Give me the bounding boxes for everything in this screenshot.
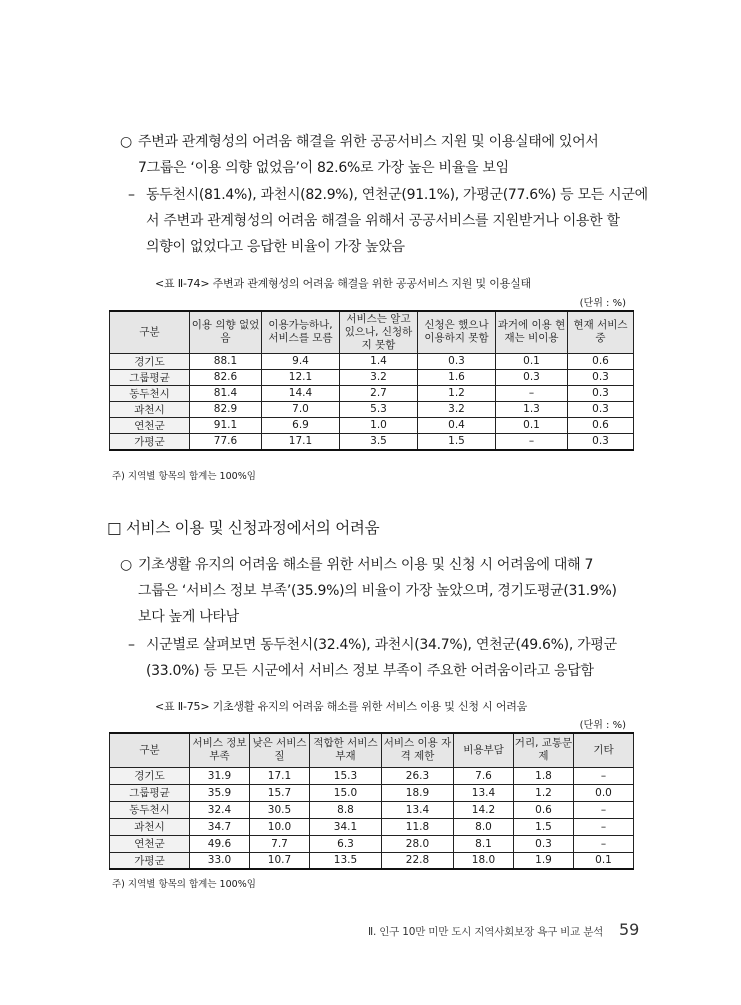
table-cell: 1.4 xyxy=(340,353,418,369)
table-header-cell: 이용가능하나, 서비스를 모름 xyxy=(262,311,340,353)
table-cell: 0.6 xyxy=(514,801,574,818)
table-cell: 30.5 xyxy=(250,801,310,818)
table-cell: 31.9 xyxy=(190,767,250,784)
table-cell: 연천군 xyxy=(110,835,190,852)
table-row xyxy=(110,385,634,401)
table-cell: 5.3 xyxy=(340,401,418,417)
table-cell: – xyxy=(574,835,634,852)
table-cell: 28.0 xyxy=(382,835,454,852)
table-cell: 17.1 xyxy=(262,433,340,450)
table-cell: 34.7 xyxy=(190,818,250,835)
table-header-cell: 낮은 서비스 질 xyxy=(250,733,310,767)
data-table xyxy=(109,732,634,870)
table-cell: 10.0 xyxy=(250,818,310,835)
table-cell: 49.6 xyxy=(190,835,250,852)
table-cell: 7.6 xyxy=(454,767,514,784)
table-cell: 0.1 xyxy=(496,353,568,369)
table-cell: 과천시 xyxy=(110,401,190,417)
table-cell: – xyxy=(574,801,634,818)
table-row xyxy=(110,401,634,417)
table-cell: 0.3 xyxy=(568,433,634,450)
table-cell: – xyxy=(496,433,568,450)
table-cell: 동두천시 xyxy=(110,801,190,818)
running-footer: Ⅱ. 인구 10만 미만 도시 지역사회보장 욕구 비교 분석 xyxy=(368,926,604,938)
table-cell: 11.8 xyxy=(382,818,454,835)
table-cell: 2.7 xyxy=(340,385,418,401)
table-row xyxy=(110,433,634,450)
table-cell: 가평군 xyxy=(110,852,190,869)
table-row xyxy=(110,784,634,801)
table-header-cell: 현재 서비스 중 xyxy=(568,311,634,353)
table-note: 주) 지역별 항목의 합계는 100%임 xyxy=(112,471,256,482)
table-cell: 0.0 xyxy=(574,784,634,801)
table-row xyxy=(110,818,634,835)
paragraph-bullet-1 xyxy=(120,129,660,181)
table-cell: 13.5 xyxy=(310,852,382,869)
table-cell: 81.4 xyxy=(190,385,262,401)
table-cell: 0.1 xyxy=(574,852,634,869)
table-cell: 1.0 xyxy=(340,417,418,433)
table-cell: 3.2 xyxy=(340,369,418,385)
table-cell: 15.7 xyxy=(250,784,310,801)
table-cell: 1.5 xyxy=(514,818,574,835)
paragraph-text: 보다 높게 나타남 xyxy=(138,609,239,625)
paragraph-text: 7그룹은 ‘이용 의향 없었음’이 82.6%로 가장 높은 비율을 보임 xyxy=(138,160,509,176)
table-cell: – xyxy=(574,818,634,835)
table-cell: 15.0 xyxy=(310,784,382,801)
table-header-row xyxy=(110,733,634,767)
table-cell: 35.9 xyxy=(190,784,250,801)
table-cell: 18.0 xyxy=(454,852,514,869)
table-cell: 14.4 xyxy=(262,385,340,401)
table-header-cell: 과거에 이용 현재는 비이용 xyxy=(496,311,568,353)
circle-bullet-marker: ○ xyxy=(120,134,132,150)
table-cell: 22.8 xyxy=(382,852,454,869)
table-cell: 0.6 xyxy=(568,353,634,369)
section-heading: □ 서비스 이용 및 신청과정에서의 어려움 xyxy=(107,519,380,537)
paragraph-text: 의향이 없었다고 응답한 비율이 가장 높았음 xyxy=(146,239,405,255)
paragraph-text: 서 주변과 관계형성의 어려움 해결을 위해서 공공서비스를 지원받거나 이용한 할 xyxy=(146,213,620,229)
table-cell: 9.4 xyxy=(262,353,340,369)
table-cell: 0.3 xyxy=(418,353,496,369)
table-cell: 0.4 xyxy=(418,417,496,433)
table-row xyxy=(110,353,634,369)
table-row xyxy=(110,417,634,433)
dash-bullet-marker: – xyxy=(128,637,135,653)
table-cell: – xyxy=(496,385,568,401)
table-cell: 91.1 xyxy=(190,417,262,433)
table-cell: 0.3 xyxy=(568,385,634,401)
table-cell: 17.1 xyxy=(250,767,310,784)
table-header-cell: 서비스 이용 자격 제한 xyxy=(382,733,454,767)
paragraph-text: 기초생활 유지의 어려움 해소를 위한 서비스 이용 및 신청 시 어려움에 대해 7 xyxy=(138,557,594,573)
table-cell: 10.7 xyxy=(250,852,310,869)
table-cell: 1.5 xyxy=(418,433,496,450)
table-cell: 13.4 xyxy=(382,801,454,818)
table-cell: 7.0 xyxy=(262,401,340,417)
table-header-row xyxy=(110,311,634,353)
table-unit: (단위 : %) xyxy=(579,298,626,309)
paragraph-text: 주변과 관계형성의 어려움 해결을 위한 공공서비스 지원 및 이용실태에 있어서 xyxy=(138,134,599,150)
table-cell: 88.1 xyxy=(190,353,262,369)
table-cell: 0.1 xyxy=(496,417,568,433)
table-header-cell: 구분 xyxy=(110,733,190,767)
page-number: 59 xyxy=(619,920,640,939)
table-header-cell: 이용 의향 없었음 xyxy=(190,311,262,353)
paragraph-bullet-2 xyxy=(120,552,660,630)
paragraph-text: 그룹은 ‘서비스 정보 부족’(35.9%)의 비율이 가장 높았으며, 경기도평균(31.9%) xyxy=(138,583,617,599)
table-cell: 77.6 xyxy=(190,433,262,450)
table-cell: 82.9 xyxy=(190,401,262,417)
table-cell: 18.9 xyxy=(382,784,454,801)
table-cell: 0.3 xyxy=(514,835,574,852)
table-cell: 8.1 xyxy=(454,835,514,852)
dash-bullet-marker: – xyxy=(128,187,135,203)
table-row xyxy=(110,852,634,869)
table-cell: 가평군 xyxy=(110,433,190,450)
table-cell: 1.2 xyxy=(418,385,496,401)
table-note: 주) 지역별 항목의 합계는 100%임 xyxy=(112,879,256,890)
table-cell: 13.4 xyxy=(454,784,514,801)
data-table xyxy=(109,310,634,451)
table-cell: 33.0 xyxy=(190,852,250,869)
table-cell: 경기도 xyxy=(110,353,190,369)
table-cell: 0.3 xyxy=(496,369,568,385)
paragraph-dash-2 xyxy=(128,632,660,684)
table-row xyxy=(110,369,634,385)
table-header-cell: 신청은 했으나 이용하지 못함 xyxy=(418,311,496,353)
table-cell: 26.3 xyxy=(382,767,454,784)
table-cell: 1.9 xyxy=(514,852,574,869)
table-cell: 7.7 xyxy=(250,835,310,852)
table-cell: 0.3 xyxy=(568,401,634,417)
table-header-cell: 비용부담 xyxy=(454,733,514,767)
table-cell: 1.2 xyxy=(514,784,574,801)
table-unit: (단위 : %) xyxy=(579,720,626,731)
table-cell: 14.2 xyxy=(454,801,514,818)
table-cell: 1.6 xyxy=(418,369,496,385)
table-cell: 6.9 xyxy=(262,417,340,433)
table-header-cell: 서비스 정보 부족 xyxy=(190,733,250,767)
table-cell: 32.4 xyxy=(190,801,250,818)
table-row xyxy=(110,767,634,784)
circle-bullet-marker: ○ xyxy=(120,557,132,573)
table-cell: 12.1 xyxy=(262,369,340,385)
table-row xyxy=(110,835,634,852)
table-cell: – xyxy=(574,767,634,784)
table-cell: 경기도 xyxy=(110,767,190,784)
table-cell: 3.5 xyxy=(340,433,418,450)
table-header-cell: 적합한 서비스 부재 xyxy=(310,733,382,767)
table-cell: 34.1 xyxy=(310,818,382,835)
table-cell: 1.3 xyxy=(496,401,568,417)
table-cell: 82.6 xyxy=(190,369,262,385)
paragraph-dash-1 xyxy=(128,182,660,260)
table-header-cell: 구분 xyxy=(110,311,190,353)
table-caption: <표 Ⅱ-75> 기초생활 유지의 어려움 해소를 위한 서비스 이용 및 신청 시 어려움 xyxy=(155,700,528,713)
table-cell: 0.6 xyxy=(568,417,634,433)
paragraph-text: 시군별로 살펴보면 동두천시(32.4%), 과천시(34.7%), 연천군(49.6%), 가평군 xyxy=(146,637,617,653)
table-cell: 15.3 xyxy=(310,767,382,784)
paragraph-text: 동두천시(81.4%), 과천시(82.9%), 연천군(91.1%), 가평군(77.6%) 등 모든 시군에 xyxy=(146,187,648,203)
table-cell: 그룹평균 xyxy=(110,784,190,801)
table-cell: 0.3 xyxy=(568,369,634,385)
paragraph-text: (33.0%) 등 모든 시군에서 서비스 정보 부족이 주요한 어려움이라고 응답함 xyxy=(146,663,594,679)
table-cell: 과천시 xyxy=(110,818,190,835)
table-header-cell: 기타 xyxy=(574,733,634,767)
table-cell: 8.0 xyxy=(454,818,514,835)
table-cell: 6.3 xyxy=(310,835,382,852)
table-header-cell: 서비스는 알고 있으나, 신청하지 못함 xyxy=(340,311,418,353)
table-caption: <표 Ⅱ-74> 주변과 관계형성의 어려움 해결을 위한 공공서비스 지원 및 이용실태 xyxy=(155,277,531,290)
table-cell: 8.8 xyxy=(310,801,382,818)
table-header-cell: 거리, 교통문제 xyxy=(514,733,574,767)
table-row xyxy=(110,801,634,818)
table-cell: 1.8 xyxy=(514,767,574,784)
table-cell: 그룹평균 xyxy=(110,369,190,385)
table-cell: 동두천시 xyxy=(110,385,190,401)
table-cell: 3.2 xyxy=(418,401,496,417)
table-cell: 연천군 xyxy=(110,417,190,433)
